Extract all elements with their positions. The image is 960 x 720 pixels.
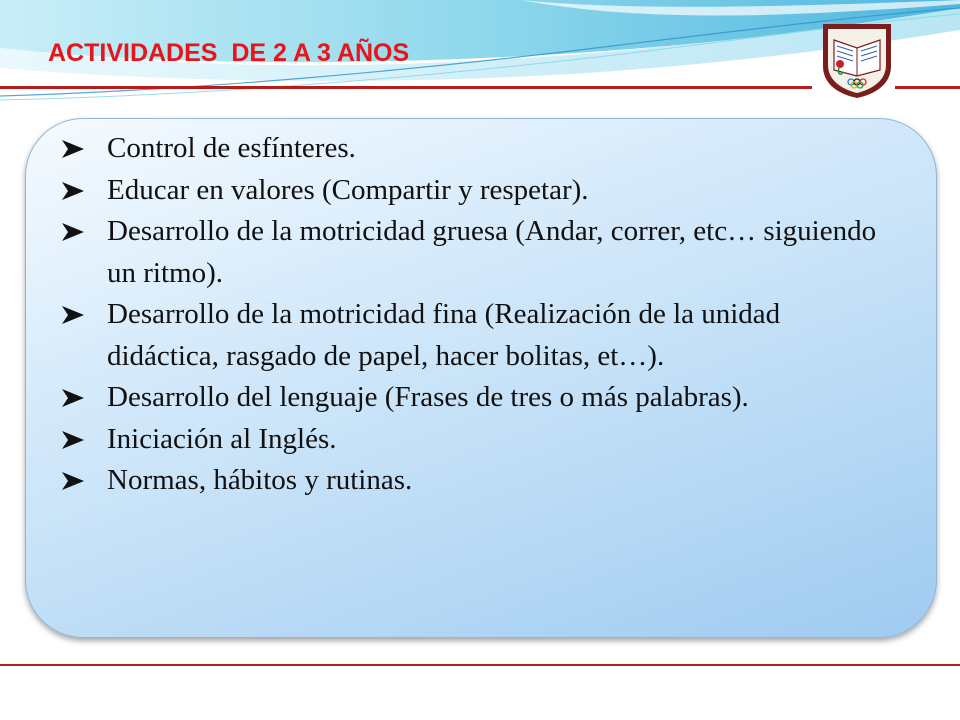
list-item-text: Desarrollo de la motricidad fina (Realización de la unidad didáctica, rasgado de papel, hacer bolitas, et…). [107,298,781,372]
arrowhead-bullet-icon [60,388,86,408]
footer-rule [0,664,960,666]
arrowhead-bullet-icon [60,181,86,201]
arrowhead-bullet-icon [60,305,86,325]
list-item-text: Desarrollo de la motricidad gruesa (Andar, correr, etc… siguiendo un ritmo). [107,215,877,289]
school-crest-icon [818,18,896,100]
list-item [60,460,880,502]
list-item [60,170,880,212]
arrowhead-bullet-icon [60,139,86,159]
list-item [60,128,880,170]
activity-list [60,128,880,502]
list-item-text: Control de esfínteres. [107,132,356,164]
arrowhead-bullet-icon [60,222,86,242]
list-item-text: Iniciación al Inglés. [107,422,337,455]
title-underline-right [895,86,960,89]
list-item [60,377,880,419]
arrowhead-bullet-icon [60,430,86,450]
list-item [60,294,880,377]
arrowhead-bullet-icon [60,471,86,491]
list-item-text: Educar en valores (Compartir y respetar). [107,173,589,206]
slide-title: ACTIVIDADES DE 2 A 3 AÑOS [48,39,410,67]
list-item [60,211,880,294]
list-item-text: Desarrollo del lenguaje (Frases de tres o más palabras). [107,381,749,413]
list-item [60,419,880,461]
list-item-text: Normas, hábitos y rutinas. [107,464,413,496]
title-underline-left [0,86,812,89]
